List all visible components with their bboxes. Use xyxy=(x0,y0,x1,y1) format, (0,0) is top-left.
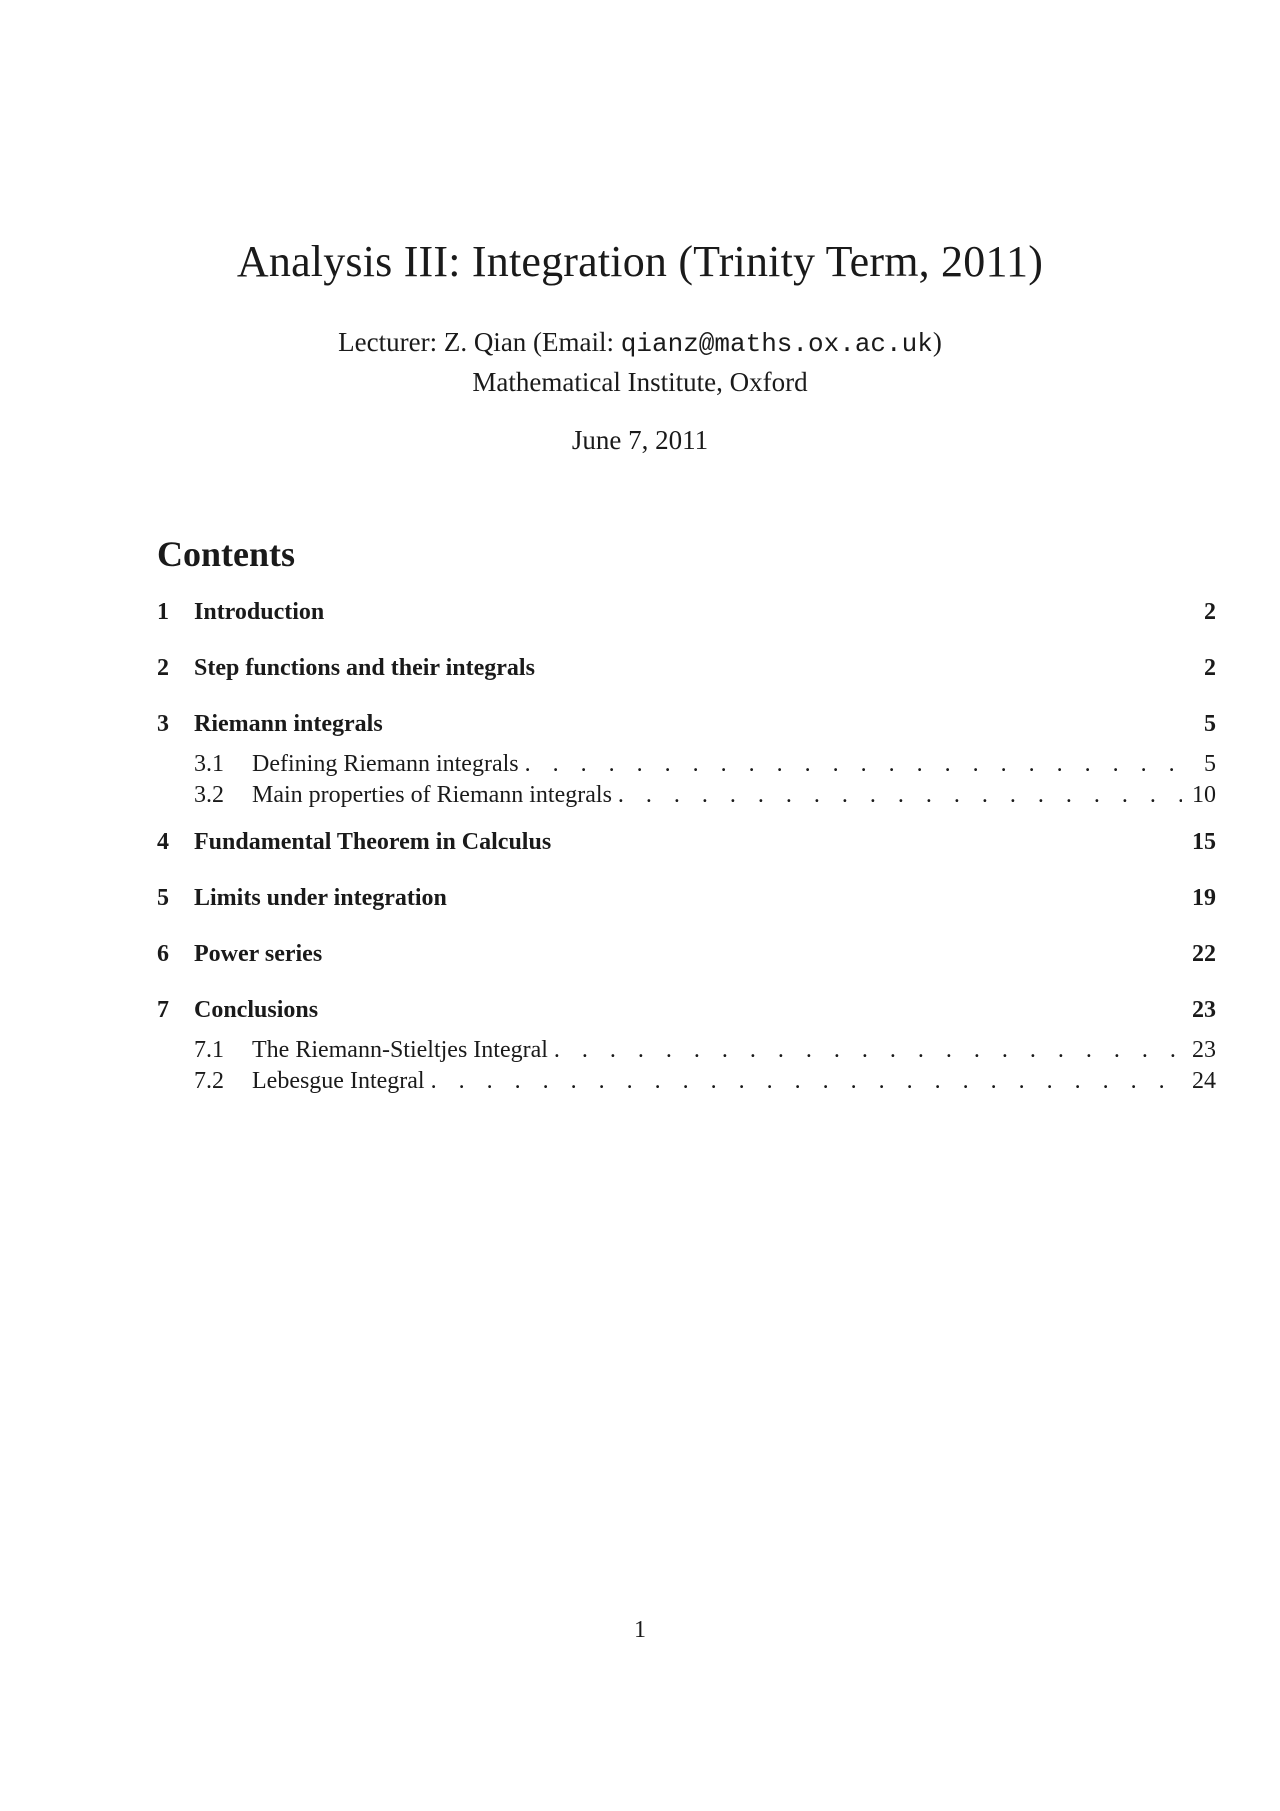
toc-section[interactable] xyxy=(157,655,1216,695)
toc-section-title: Fundamental Theorem in Calculus xyxy=(194,829,552,855)
toc-subsection-number: 7.2 xyxy=(194,1068,224,1094)
toc-section-page: 5 xyxy=(1204,711,1216,737)
toc-subsection-title: Main properties of Riemann integrals xyxy=(252,782,612,808)
toc-section[interactable] xyxy=(157,941,1216,981)
toc-section-page: 2 xyxy=(1204,599,1216,625)
toc-section-number: 1 xyxy=(157,599,169,625)
table-of-contents xyxy=(157,533,1216,1099)
toc-section-page: 19 xyxy=(1192,885,1216,911)
toc-dot-leader xyxy=(425,1068,1182,1095)
title-block xyxy=(0,236,1280,456)
toc-subsection-page: 10 xyxy=(1192,782,1216,808)
toc-dot-leader xyxy=(548,1037,1182,1064)
document-title: Analysis III: Integration (Trinity Term, 2011) xyxy=(236,237,1044,286)
lecturer-line xyxy=(0,323,1280,363)
toc-section-title: Power series xyxy=(194,941,323,967)
toc-section[interactable] xyxy=(157,997,1216,1037)
toc-subsection-page: 5 xyxy=(1204,751,1216,777)
toc-section-title: Introduction xyxy=(194,599,325,625)
toc-subsection-page: 23 xyxy=(1192,1037,1216,1063)
toc-dot-leader xyxy=(612,782,1182,809)
toc-section-number: 5 xyxy=(157,885,169,911)
toc-section-page: 2 xyxy=(1204,655,1216,681)
toc-subsection[interactable] xyxy=(157,1037,1216,1068)
toc-section-page: 22 xyxy=(1192,941,1216,967)
toc-section-page: 15 xyxy=(1192,829,1216,855)
toc-subsection-title: The Riemann-Stieltjes Integral xyxy=(252,1037,548,1063)
toc-section-number: 6 xyxy=(157,941,169,967)
toc-subsection-number: 3.1 xyxy=(194,751,224,777)
lecturer-email: qianz@maths.ox.ac.uk xyxy=(620,329,933,359)
lecturer-suffix: ) xyxy=(932,327,942,357)
toc-section-page: 23 xyxy=(1192,997,1216,1023)
toc-section-number: 3 xyxy=(157,711,169,737)
lecturer-prefix: Lecturer: Z. Qian (Email: xyxy=(338,327,621,357)
toc-section[interactable] xyxy=(157,711,1216,751)
toc-section-title: Limits under integration xyxy=(194,885,447,911)
toc-subsection[interactable] xyxy=(157,751,1216,782)
toc-section-title: Riemann integrals xyxy=(194,711,383,737)
document-date: June 7, 2011 xyxy=(571,425,709,455)
toc-subsection-number: 7.1 xyxy=(194,1037,224,1063)
toc-section-number: 2 xyxy=(157,655,169,681)
toc-section-title: Step functions and their integrals xyxy=(194,655,535,681)
toc-subsection-title: Defining Riemann integrals xyxy=(252,751,519,777)
contents-heading: Contents xyxy=(157,534,296,574)
toc-subsection[interactable] xyxy=(157,782,1216,813)
toc-dot-leader xyxy=(519,751,1182,778)
toc-subsection-number: 3.2 xyxy=(194,782,224,808)
page-number: 1 xyxy=(634,1617,646,1643)
toc-section-number: 4 xyxy=(157,829,169,855)
toc-section-number: 7 xyxy=(157,997,169,1023)
toc-subsection-title: Lebesgue Integral xyxy=(252,1068,425,1094)
toc-section-title: Conclusions xyxy=(194,997,319,1023)
toc-section[interactable] xyxy=(157,829,1216,869)
toc-section[interactable] xyxy=(157,599,1216,639)
toc-subsection-page: 24 xyxy=(1192,1068,1216,1094)
toc-subsection[interactable] xyxy=(157,1068,1216,1099)
toc-section[interactable] xyxy=(157,885,1216,925)
institution: Mathematical Institute, Oxford xyxy=(472,367,808,397)
